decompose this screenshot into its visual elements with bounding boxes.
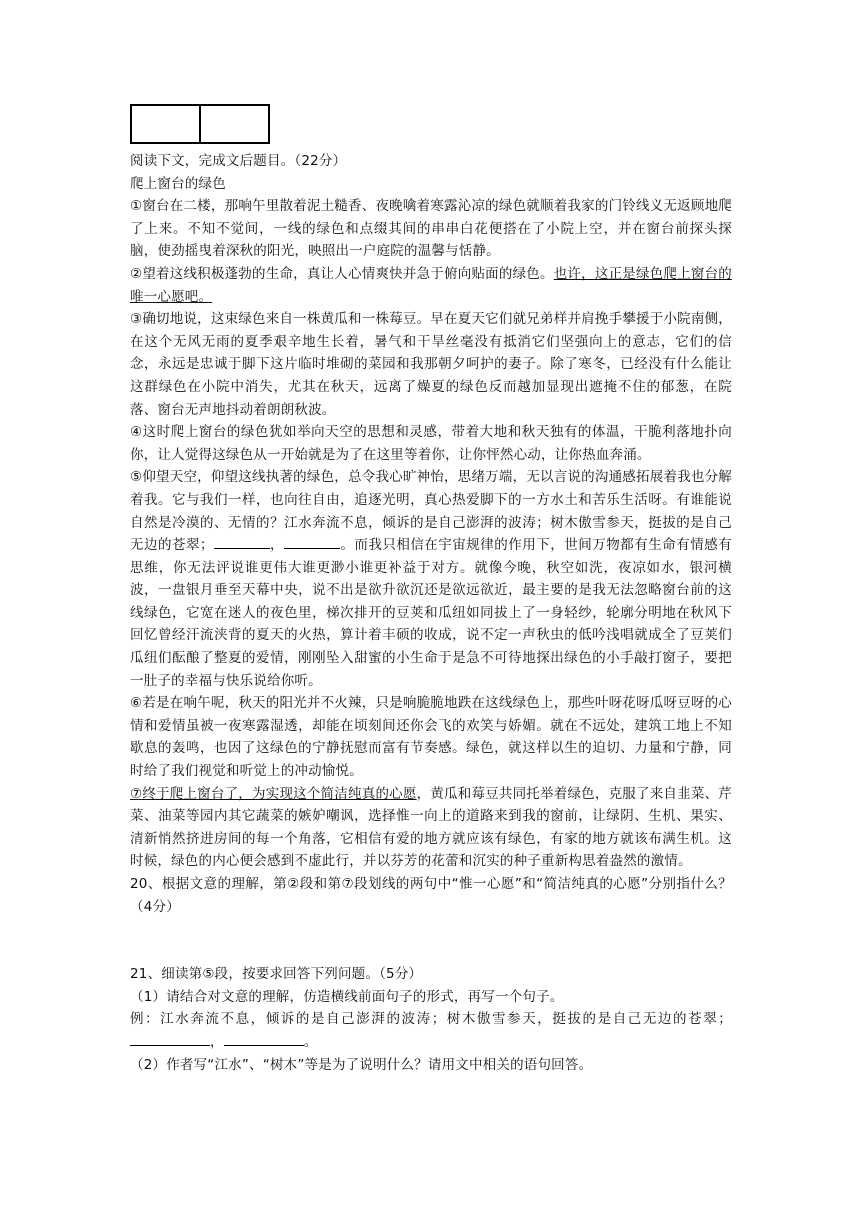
paragraph-3: ③确切地说，这束绿色来自一株黄瓜和一株莓豆。早在夏天它们就兄弟样并肩挽手攀援于小院南侧，在这个无风无雨的夏季艰辛地生长着，暑气和干旱丝毫没有抵消它们坚强向上的意志，它们的信念，永远是忠诚于脚下这片临时堆砌的菜园和我那朝夕呵护的妻子。除了寒冬，已经没有什么能让这群绿色在小院中消失，尤其在秋天，远离了燥夏的绿色反而越加显现出遮掩不住的郁葱，在院落、窗台无声地抖动着朗朗秋波。 — [130, 311, 732, 418]
paragraph-5-text-b: 。而我只相信在宇宙规律的作用下，世间万物都有生命有情感有思维，你无法评说谁更伟大谁更渺小谁更补益于对方。就像今晚，秋空如洗，夜凉如水，银河横波，一盘银月垂至天幕中央，说不出是欲升欲沉还是欲远欲近，最主要的是我无法忽略窗台前的这线绿色，它宽在迷人的夜色里，梯次排开的豆荚和瓜纽如同拔上了一身轻纱，轮廓分明地在秋风下回忆曾经汗流浃背的夏天的火热，算计着丰硕的收成，说不定一声秋虫的低吟浅唱就成全了豆荚们瓜纽们酝酿了整夏的爱情，刚刚坠入甜蜜的小生命于是急不可待地探出绿色的小手敲打窗子，要把一肚子的幸福与快乐说给你听。 — [130, 537, 733, 689]
score-table — [130, 104, 270, 144]
example-text: 例：江水奔流不息，倾诉的是自己澎湃的波涛；树木傲雪参天，挺拔的是自己无边的苍翠； — [130, 1011, 732, 1028]
answer-space-20[interactable] — [130, 918, 732, 963]
paragraph-2 — [130, 263, 732, 308]
answer-blank-2[interactable] — [284, 534, 340, 549]
passage-title: 爬上窗台的绿色 — [130, 175, 226, 192]
example-separator: ， — [210, 1033, 224, 1050]
paragraph-5-separator: ， — [269, 537, 285, 554]
paragraph-7-underlined: ⑦终于爬上窗台了，为实现这个简洁纯真的心愿 — [130, 785, 417, 802]
paragraph-2-text: ②望着这线积极蓬勃的生命，真让人心情爽快并急于俯向贴面的绿色。 — [130, 265, 554, 282]
paragraph-7 — [130, 783, 732, 873]
example-blank-1[interactable] — [130, 1031, 210, 1046]
paragraph-5 — [130, 466, 732, 692]
reading-passage — [130, 150, 732, 1076]
example-end: 。 — [303, 1033, 318, 1050]
question-21-example — [130, 1008, 732, 1053]
answer-blank-1[interactable] — [214, 534, 270, 549]
question-21-part-1: （1）请结合对文意的理解，仿造横线前面句子的形式，再写一个句子。 — [130, 988, 564, 1005]
paragraph-7-text: ，黄瓜和莓豆共同托举着绿色，克服了来自韭菜、芹菜、油菜等园内其它蔬菜的嫉妒嘲讽，选择惟一向上的道路来到我的窗前，让绿阴、生机、果实、清新悄然挤进房间的每一个角落，它相信有爱的地方就应该有绿色，有家的地方就该布满生机。这时候，绿色的内心便会感到不虚此行，并以芬芳的花蕾和沉实的种子重新构思着盎然的激情。 — [130, 785, 732, 870]
intro-line: 阅读下文，完成文后题目。（22分） — [130, 153, 347, 169]
question-21-part-2: （2）作者写“江水”、“树木”等是为了说明什么？请用文中相关的语句回答。 — [130, 1056, 593, 1073]
score-cell-1 — [132, 106, 199, 142]
example-blank-2[interactable] — [224, 1031, 304, 1046]
paragraph-2-underlined: 也许，这正是绿色爬上窗台的唯一心愿吧。 — [130, 265, 732, 305]
paragraph-6: ⑥若是在响午呢，秋天的阳光并不火辣，只是响脆脆地跌在这线绿色上，那些叶呀花呀瓜呀豆呀的心情和爱情虽被一夜寒露湿透，却能在顷刻间还你会飞的欢笑与娇媚。就在不远处，建筑工地上不知歇息的轰鸣，也因了这绿色的宁静抚慰而富有节奏感。绿色，就这样以生的迫切、力量和宁静，同时给了我们视觉和听觉上的冲动愉悦。 — [130, 695, 732, 780]
paragraph-1: ①窗台在二楼，那响午里散着泥土糙香、夜晚噙着寒露沁凉的绿色就顺着我家的门铃线义无返顾地爬了上来。不知不觉间，一线的绿色和点缀其间的串串白花便搭在了小院上空，并在窗台前探头探脑，使劲摇曳着深秋的阳光，映照出一户庭院的温馨与恬静。 — [130, 198, 732, 260]
paragraph-4: ④这时爬上窗台的绿色犹如举向天空的思想和灵感，带着大地和秋天独有的体温，干脆利落地扑向你，让人觉得这绿色从一开始就是为了在这里等着你，让你怦然心动，让你热血奔涌。 — [130, 424, 732, 463]
paragraph-5-text-a: ⑤仰望天空，仰望这线执著的绿色，总令我心旷神怡，思绪万端，无以言说的沟通感拓展着我也分解着我。它与我们一样，也向往自由，追逐光明，真心热爱脚下的一方水土和苦乐生活呀。有谁能说自然是冷漠的、无情的？江水奔流不息，倾诉的是自己澎湃的波涛；树木傲雪参天，挺拔的是自己无边的苍翠； — [130, 469, 732, 554]
question-20: 20、根据文意的理解，第②段和第⑦段划线的两句中“惟一心愿”和“简洁纯真的心愿”分别指什么？（4分） — [130, 876, 732, 915]
score-cell-2 — [199, 106, 268, 142]
question-21: 21、细读第⑤段，按要求回答下列问题。（5分） — [130, 966, 423, 983]
